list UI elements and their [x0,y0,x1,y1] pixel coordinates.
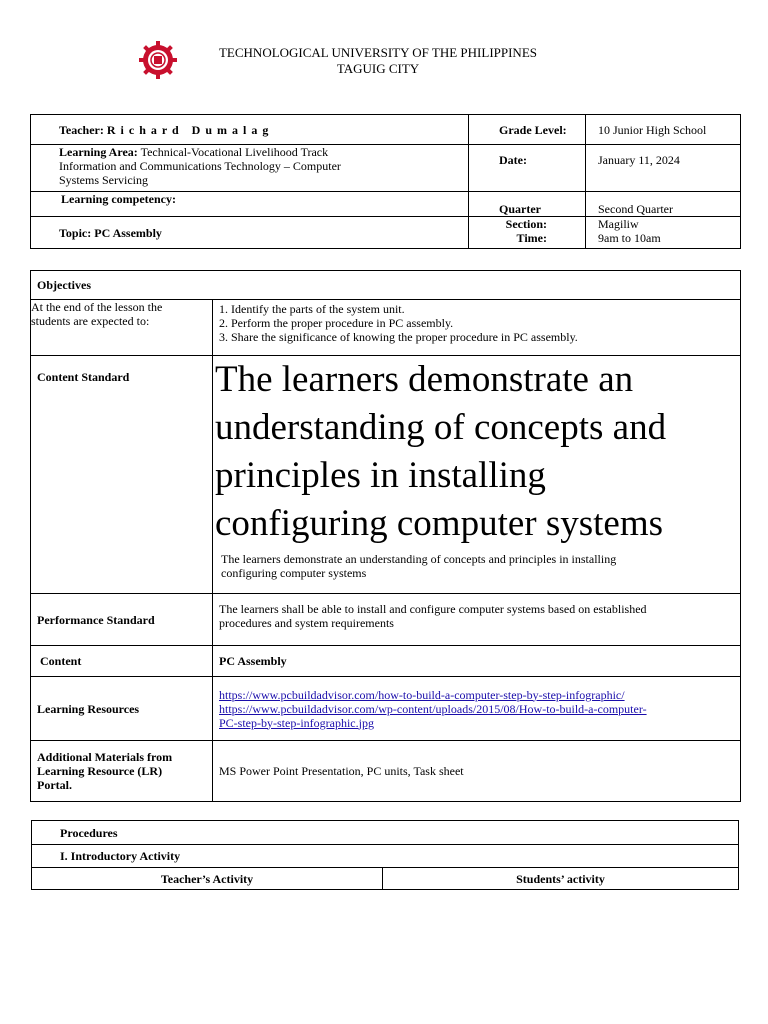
area-value-1: Technical-Vocational Livelihood Track [140,145,329,159]
learning-area-cell [31,145,469,192]
content-standard-big-line: The learners demonstrate an [215,359,634,400]
content-standard-small-text [215,552,734,580]
objectives-intro-1: At the end of the lesson the [31,300,163,314]
content-standard-small-line: configuring computer systems [221,566,367,580]
introductory-activity-cell [32,845,739,868]
content-standard-label: Content Standard [37,370,130,384]
additional-label-line: Learning Resource (LR) [37,764,163,778]
grade-label-cell [469,115,586,145]
additional-label-cell [31,741,213,802]
performance-line: The learners shall be able to install and configure computer systems based on established [219,602,647,616]
objective-item: 2. Perform the proper procedure in PC assembly. [219,316,454,330]
performance-label-cell [31,594,213,646]
students-activity-label: Students’ activity [516,871,605,886]
quarter-value: Second Quarter [586,192,741,217]
performance-line: procedures and system requirements [219,616,394,630]
resource-link[interactable]: https://www.pcbuildadvisor.com/how-to-build-a-computer-step-by-step-infographic/ [219,687,625,702]
procedures-heading: Procedures [60,825,118,840]
content-value-cell [213,646,741,677]
university-header [200,45,556,77]
objectives-list-cell [213,300,741,356]
university-seal-icon [138,40,178,80]
section-time-value-cell [586,217,741,249]
topic-cell [31,217,469,249]
lesson-info-table [30,114,741,249]
content-standard-big-line: configuring computer systems [215,503,664,544]
content-standard-cell [213,356,741,594]
procedures-heading-cell [32,821,739,845]
content-value: PC Assembly [219,654,287,668]
topic-label: Topic: PC Assembly [59,225,162,240]
objectives-heading: Objectives [37,278,91,292]
date-value: January 11, 2024 [586,145,741,192]
area-value-2: Information and Communications Technology – Computer [59,159,341,173]
objective-item: 3. Share the significance of knowing the proper procedure in PC assembly. [219,330,578,344]
teacher-label: Teacher: [59,122,104,137]
teacher-name: R i c h a r d D u m a l a g [106,122,270,137]
grade-label: Grade Level: [499,122,567,137]
additional-label-line: Additional Materials from [37,750,173,764]
additional-label-line: Portal. [37,778,72,792]
performance-cell [213,594,741,646]
section-value: Magiliw [598,217,639,231]
objectives-heading-cell [31,271,741,300]
quarter-label: Quarter [499,202,541,216]
university-name: TECHNOLOGICAL UNIVERSITY OF THE PHILIPPINES [218,45,537,60]
content-label: Content [40,654,82,668]
teacher-cell [31,115,469,145]
time-label: Time: [516,231,547,245]
content-standard-label-cell [31,356,213,594]
content-standard-big-line: principles in installing [215,455,546,496]
competency-label: Learning competency: [61,192,176,206]
resources-label-cell [31,677,213,741]
content-standard-small-line: The learners demonstrate an understanding of concepts and principles in installing [221,552,617,566]
content-standard-big-text [215,356,734,548]
procedures-table [31,820,739,890]
date-label: Date: [499,153,527,167]
competency-cell [31,192,469,217]
quarter-label-cell [469,192,586,217]
performance-label: Performance Standard [37,612,155,627]
area-label: Learning Area: [59,145,138,159]
date-label-cell [469,145,586,192]
content-label-cell [31,646,213,677]
objective-item: 1. Identify the parts of the system unit. [219,302,405,316]
objectives-table [30,270,741,802]
students-activity-header [383,868,739,890]
teacher-activity-header [32,868,383,890]
resources-cell [213,677,741,741]
additional-value: MS Power Point Presentation, PC units, Task sheet [213,741,741,802]
introductory-activity: I. Introductory Activity [60,849,181,863]
objectives-intro-2: students are expected to: [31,314,150,328]
time-value: 9am to 10am [598,231,661,245]
content-standard-big-line: understanding of concepts and [215,407,667,448]
grade-value: 10 Junior High School [586,115,741,145]
section-time-label-cell [469,217,586,249]
resources-label: Learning Resources [37,701,140,716]
resource-link[interactable]: PC-step-by-step-infographic.jpg [219,715,374,730]
university-city: TAGUIG CITY [336,61,420,76]
section-label: Section: [505,217,547,231]
area-value-3: Systems Servicing [59,173,148,187]
teacher-activity-label: Teacher’s Activity [160,871,254,886]
objectives-intro-cell [31,300,213,356]
resource-link[interactable]: https://www.pcbuildadvisor.com/wp-content/uploads/2015/08/How-to-build-a-computer- [219,701,647,716]
